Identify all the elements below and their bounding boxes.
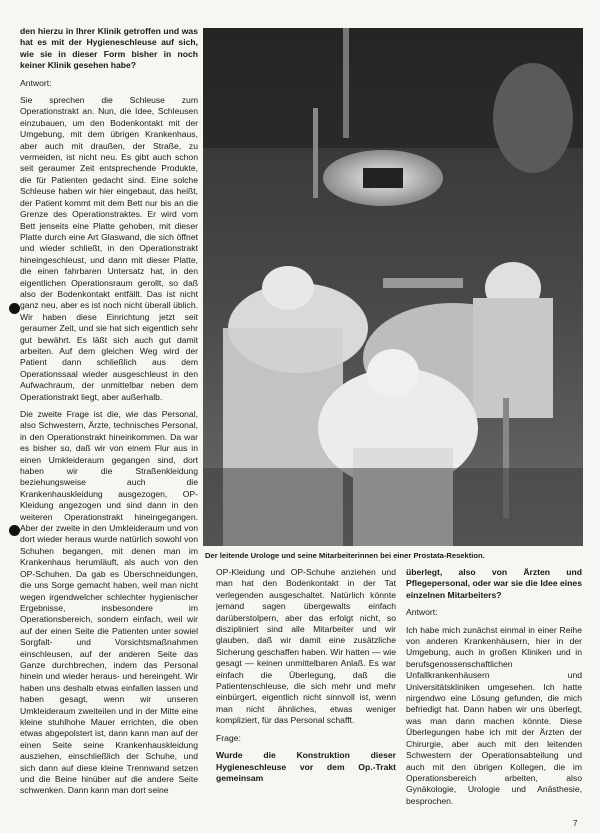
answer-label: Antwort: [406, 607, 438, 618]
question-text: Wurde die Konstruktion dieser Hygieneschleuse vor dem Op.-Trakt gemeinsam [216, 750, 396, 783]
page-number: 7 [573, 819, 578, 828]
punch-hole-icon [9, 525, 20, 536]
answer-paragraph: OP-Kleidung und OP-Schuhe anziehen und man hat den Bodenkontakt in der Tat verlegenden ausgeschaltet. Natürlich könnte jemand sagen übergewalts einfach darüberstolpern, aber das erfolgt nicht, so diszipliniert sind alle Mitarbeiter und wir glauben, daß wir damit eine zusätzliche Sicherung geschaffen haben. Wir hatten — wie gesagt — keinen unmittelbaren Anlaß. Es war einfach die Überlegung, daß die Patientenschleuse, die sich mehr und mehr einbürgert, eigentlich nicht sinnvoll ist, wenn man nicht ähnliches, etwas weniger kompliziert, für das Personal schafft. [216, 567, 396, 726]
right-text-column [406, 567, 582, 827]
question-text: überlegt, also von Ärzten und Pflegepersonal, oder war sie die Idee eines einzelnen Mitarbeiters? [406, 567, 582, 600]
answer-paragraph: Sie sprechen die Schleuse zum Operationstrakt an. Nun, die Idee, Schleusen einzubauen, um den Bodenkontakt mit der Umgebung, mit dem übrigen Krankenhaus, aber auch mit draußen, der Straße, zu vermeiden, ist nicht neu. Es gibt auch schon seit geraumer Zeit entsprechende Produkte, die für Patienten gedacht sind. Eine solche Schleuse haben wir hier eingebaut, das heißt, der Patient kommt mit dem Bett nur bis an die Grenze des Operationstraktes. Er wird vom Bett jenseits eine Platte gehoben, mit dieser Platte durch eine Art Glaswand, die sich öffnet und wieder schließt, in den Operationstrakt hineingeschleust, und dann mit dieser Platte, die einen fahrbaren Untersatz hat, in den eigentlichen Operationsraum gerollt, so daß also der Bodenkontakt entfällt. Das ist nicht ganz neu, aber es ist noch nicht überall üblich. Wir haben diese Einrichtung jetzt seit geraumer Zeit, und sie hat sich eigentlich sehr gut bewährt. Es läßt sich auch gut damit arbeiten. Auf dem gleichen Weg wird der Patient dann schließlich aus dem Operationssaal wieder ausgeschleust in den Aufwachraum, der unmittelbar neben dem Operationstrakt liegt, aber außerhalb. [20, 95, 198, 402]
question-text: den hierzu in Ihrer Klinik getroffen und was hat es mit der Hygieneschleuse auf sich, wie sie in dieser Form bisher in noch keiner Klinik gesehen habe? [20, 26, 198, 71]
answer-paragraph: Die zweite Frage ist die, wie das Personal, also Schwestern, Ärzte, technisches Personal, in den Operationstrakt hineinkommen. Da war es bisher so, daß wir von einem Flur aus in einen Umkleideraum gegangen sind, dort haben wir die Straßenkleidung beziehungsweise auch die Krankenhauskleidung ausgezogen, OP-Kleidung angezogen und sind dann in den weiteren Operationstrakt hineingegangen. Aber der zweite in den Umkleideraum und von dort wieder heraus wurde natürlich sowohl von Schuhen begangen, mit denen man im Krankenhaus herumläuft, als auch von den OP-Schuhen. Da gab es Überschneidungen, die uns Sorge gemacht haben, weil man nicht wegen irgendwelcher schlechter hygienischer Ergebnisse, insbesondere im Operationsbereich, sondern einfach, weil wir auf der einen Seite die Patienten unter sowiel Sorgfalt- und Vorsichtsmaßnahmen einschleusen, auf der anderen Seite das Ganze durchbrechen, indem das Personal hinein und wieder heraus- und hereingeht. Wir haben uns deshalb etwas einfallen lassen und haben gesagt, wenn wir unseren Umkleideraum zweiteilen und in der Mitte eine kleine stuhlhohe Mauer errichten, die oben etwas abgepolstert ist, dann kann man auf der einen Seite seine Krankenhauskleidung ausziehen, einschließlich der Schuhe, und sich dann auf diese kleine Trennwand setzen und die Beine hinüber auf die andere Seite schwenken. Dann kann man dort seine [20, 409, 198, 796]
left-text-column [20, 26, 198, 826]
surgery-photo [203, 28, 583, 546]
photo-caption: Der leitende Urologe und seine Mitarbeiterinnen bei einer Prostata-Resektion. [205, 551, 485, 560]
answer-label: Antwort: [20, 77, 52, 88]
middle-text-column [216, 567, 396, 827]
answer-paragraph: Ich habe mich zunächst einmal in einer Reihe von anderen Krankenhäusern, hier in der Umgebung, auch in großen Kliniken und in berufsgenossenschaftlichen Unfallkrankenhäusern und Universitätskliniken umgesehen. Ich hatte nirgendwo eine Lösung gefunden, die mich befriedigt hat. Dann haben wir uns überlegt, was man dann machen könnte. Diese Überlegungen habe ich mit der Ärzten der Chirurgie, aber auch mit den leitenden Schwestern der Operationsabteilung und auch mit den übrigen Kollegen, die im Operationsbereich arbeiten, also Gynäkologie, Urologie und Anästhesie, besprochen. [406, 624, 582, 806]
question-label: Frage: [216, 732, 241, 743]
punch-hole-icon [9, 303, 20, 314]
